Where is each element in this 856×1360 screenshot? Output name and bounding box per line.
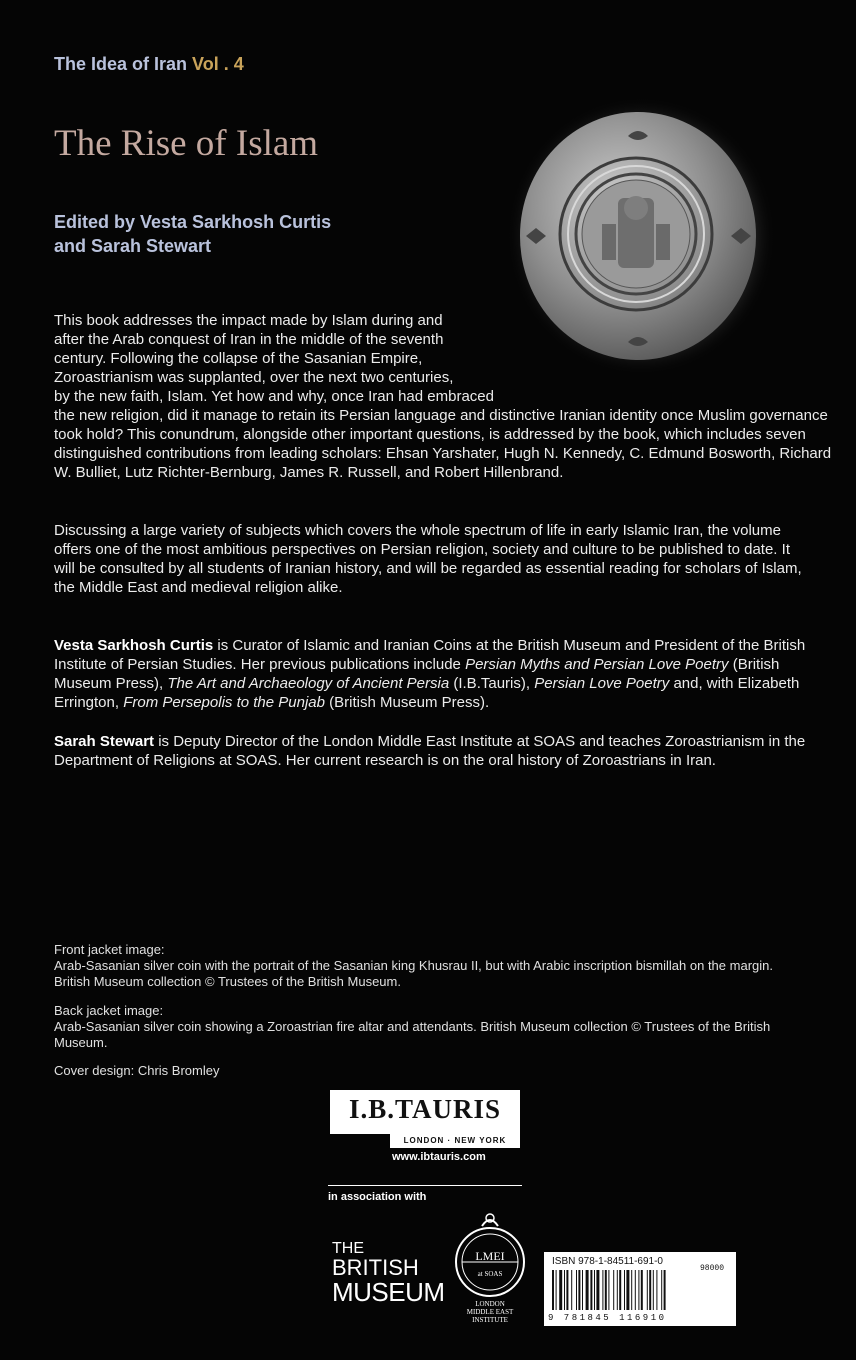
barcode-bar — [631, 1270, 632, 1310]
book-title: The Rise of Islam — [54, 123, 319, 164]
lmei-badge: LMEI — [475, 1249, 505, 1263]
bio-text: and, with Elizabeth Errington, — [54, 675, 800, 711]
british-museum-logo — [332, 1240, 445, 1305]
barcode-bar — [613, 1270, 614, 1310]
association-label: in association with — [328, 1191, 427, 1203]
cover-design-credit: Cover design: Chris Bromley — [54, 1063, 220, 1078]
series-volume: Vol . 4 — [192, 54, 244, 74]
isbn-text: ISBN 978-1-84511-691-0 — [552, 1256, 663, 1267]
barcode-bar — [586, 1270, 589, 1310]
barcode-bar — [590, 1270, 592, 1310]
description-paragraph-2: Discussing a large variety of subjects which covers the whole spectrum of life in early Islamic Iran, the volume offers one of the most ambitious perspectives on Persian religion, society and culture to be published to date. It will be consulted by all students of Iranian history, and will be regarded as essential reading for scholars of Islam, the Middle East and medieval religion alike. — [54, 522, 802, 596]
bio-text: (British Museum Press), — [54, 656, 780, 692]
barcode-bar — [624, 1270, 625, 1310]
barcode-bar — [638, 1270, 639, 1310]
bio-text: is Curator of Islamic and Iranian Coins at the British Museum and President of the British Institute of Persian Studies. Her previous publications include — [54, 637, 806, 673]
barcode-bar — [619, 1270, 621, 1310]
barcode-bar — [566, 1270, 568, 1310]
lmei-sub: at SOAS — [477, 1270, 503, 1278]
desc-line: century. Following the collapse of the Sasanian Empire, — [54, 350, 423, 367]
coin-image — [506, 96, 776, 376]
barcode-bar — [605, 1270, 607, 1310]
credit-text: Arab-Sasanian silver coin showing a Zoroastrian fire altar and attendants. British Museum collection © Trustees of the British Museum. — [54, 1019, 771, 1050]
bm-line-1: THE — [332, 1240, 364, 1257]
barcode-bar — [626, 1270, 629, 1310]
barcode-bar — [576, 1270, 577, 1310]
publisher-logo — [330, 1090, 520, 1134]
divider — [328, 1185, 522, 1186]
barcode-bar — [556, 1270, 557, 1310]
price-code: 98000 — [700, 1264, 725, 1273]
barcode-bar — [649, 1270, 651, 1310]
barcode-bar — [594, 1270, 595, 1310]
bio-name: Vesta Sarkhosh Curtis — [54, 637, 214, 654]
book-ref: From Persepolis to the Punjab — [123, 694, 325, 711]
bio-text: (I.B.Tauris), — [449, 675, 535, 692]
credit-text: Arab-Sasanian silver coin with the portrait of the Sasanian king Khusrau II, but with Arabic inscription bismillah on the margin. British Museum collection © Trustees of the British Museum. — [54, 958, 773, 989]
barcode-bar — [602, 1270, 603, 1310]
barcode-bar — [608, 1270, 609, 1310]
barcode-bar — [664, 1270, 666, 1310]
series-title — [54, 54, 244, 75]
barcode-bar — [653, 1270, 654, 1310]
desc-line: after the Arab conquest of Iran in the middle of the seventh — [54, 331, 444, 348]
lmei-line: INSTITUTE — [472, 1316, 508, 1324]
lmei-logo-icon — [452, 1210, 528, 1302]
barcode-bar — [582, 1270, 583, 1310]
description-paragraph-1-top — [54, 311, 534, 406]
book-ref: Persian Love Poetry — [534, 675, 670, 692]
book-ref: Persian Myths and Persian Love Poetry — [465, 656, 729, 673]
barcode-bar — [564, 1270, 565, 1310]
barcode-bar — [571, 1270, 572, 1310]
barcode-bar — [596, 1270, 599, 1310]
bio-name: Sarah Stewart — [54, 733, 155, 750]
barcode-bar — [552, 1270, 554, 1310]
bio-text: is Deputy Director of the London Middle East Institute at SOAS and teaches Zoroastrianism in the Department of Religions at SOAS. Her current research is on the oral history of Zoroastrians in Iran. — [54, 733, 806, 769]
bio-curtis — [54, 636, 814, 712]
lmei-line: LONDON — [475, 1300, 505, 1308]
bm-line-2: BRITISH — [332, 1255, 419, 1280]
barcode-icon — [550, 1270, 730, 1314]
barcode-bar — [617, 1270, 618, 1310]
editors — [54, 210, 331, 258]
back-jacket-credit — [54, 1003, 804, 1051]
editors-line-2: and Sarah Stewart — [54, 236, 212, 256]
publisher-name: I.B.TAURIS — [348, 1094, 502, 1124]
lmei-caption — [448, 1300, 532, 1324]
desc-line: by the new faith, Islam. Yet how and why, once Iran had embraced — [54, 388, 494, 405]
barcode-bar — [647, 1270, 648, 1310]
editors-line-1: Edited by Vesta Sarkhosh Curtis — [54, 212, 332, 232]
desc-line: Zoroastrianism was supplanted, over the next two centuries, — [54, 369, 454, 386]
barcode-bar — [661, 1270, 662, 1310]
publisher-cities: LONDON · NEW YORK — [390, 1134, 520, 1148]
barcode-bar — [656, 1270, 657, 1310]
bio-text: (British Museum Press). — [324, 694, 490, 711]
book-ref: The Art and Archaeology of Ancient Persia — [167, 675, 450, 692]
credit-heading: Front jacket image: — [54, 942, 165, 957]
front-jacket-credit — [54, 942, 804, 990]
bm-line-3: MUSEUM — [332, 1277, 445, 1307]
lmei-line: MIDDLE EAST — [466, 1308, 514, 1316]
barcode-bar — [641, 1270, 643, 1310]
bio-stewart — [54, 732, 814, 770]
series-label: The Idea of Iran — [54, 54, 188, 74]
barcode-bar — [578, 1270, 580, 1310]
description-paragraph-1-rest: the new religion, did it manage to retain its Persian language and distinctive Iranian identity once Muslim governance took hold? This conundrum, alongside other important questions, is addressed by the book, which includes seven distinguished contributions from leading scholars: Ehsan Yarshater, Hugh N. Kennedy, C. Edmund Bosworth, Richard W. Bulliet, Lutz Richter-Bernburg, James R. Russell, and Robert Hillenbrand. — [54, 407, 832, 481]
credit-heading: Back jacket image: — [54, 1003, 164, 1018]
barcode-bar — [559, 1270, 562, 1310]
desc-line: This book addresses the impact made by Islam during and — [54, 312, 443, 329]
barcode-bar — [635, 1270, 636, 1310]
publisher-website: www.ibtauris.com — [392, 1151, 486, 1163]
barcode-digits: 9 781845 116910 — [548, 1313, 667, 1323]
